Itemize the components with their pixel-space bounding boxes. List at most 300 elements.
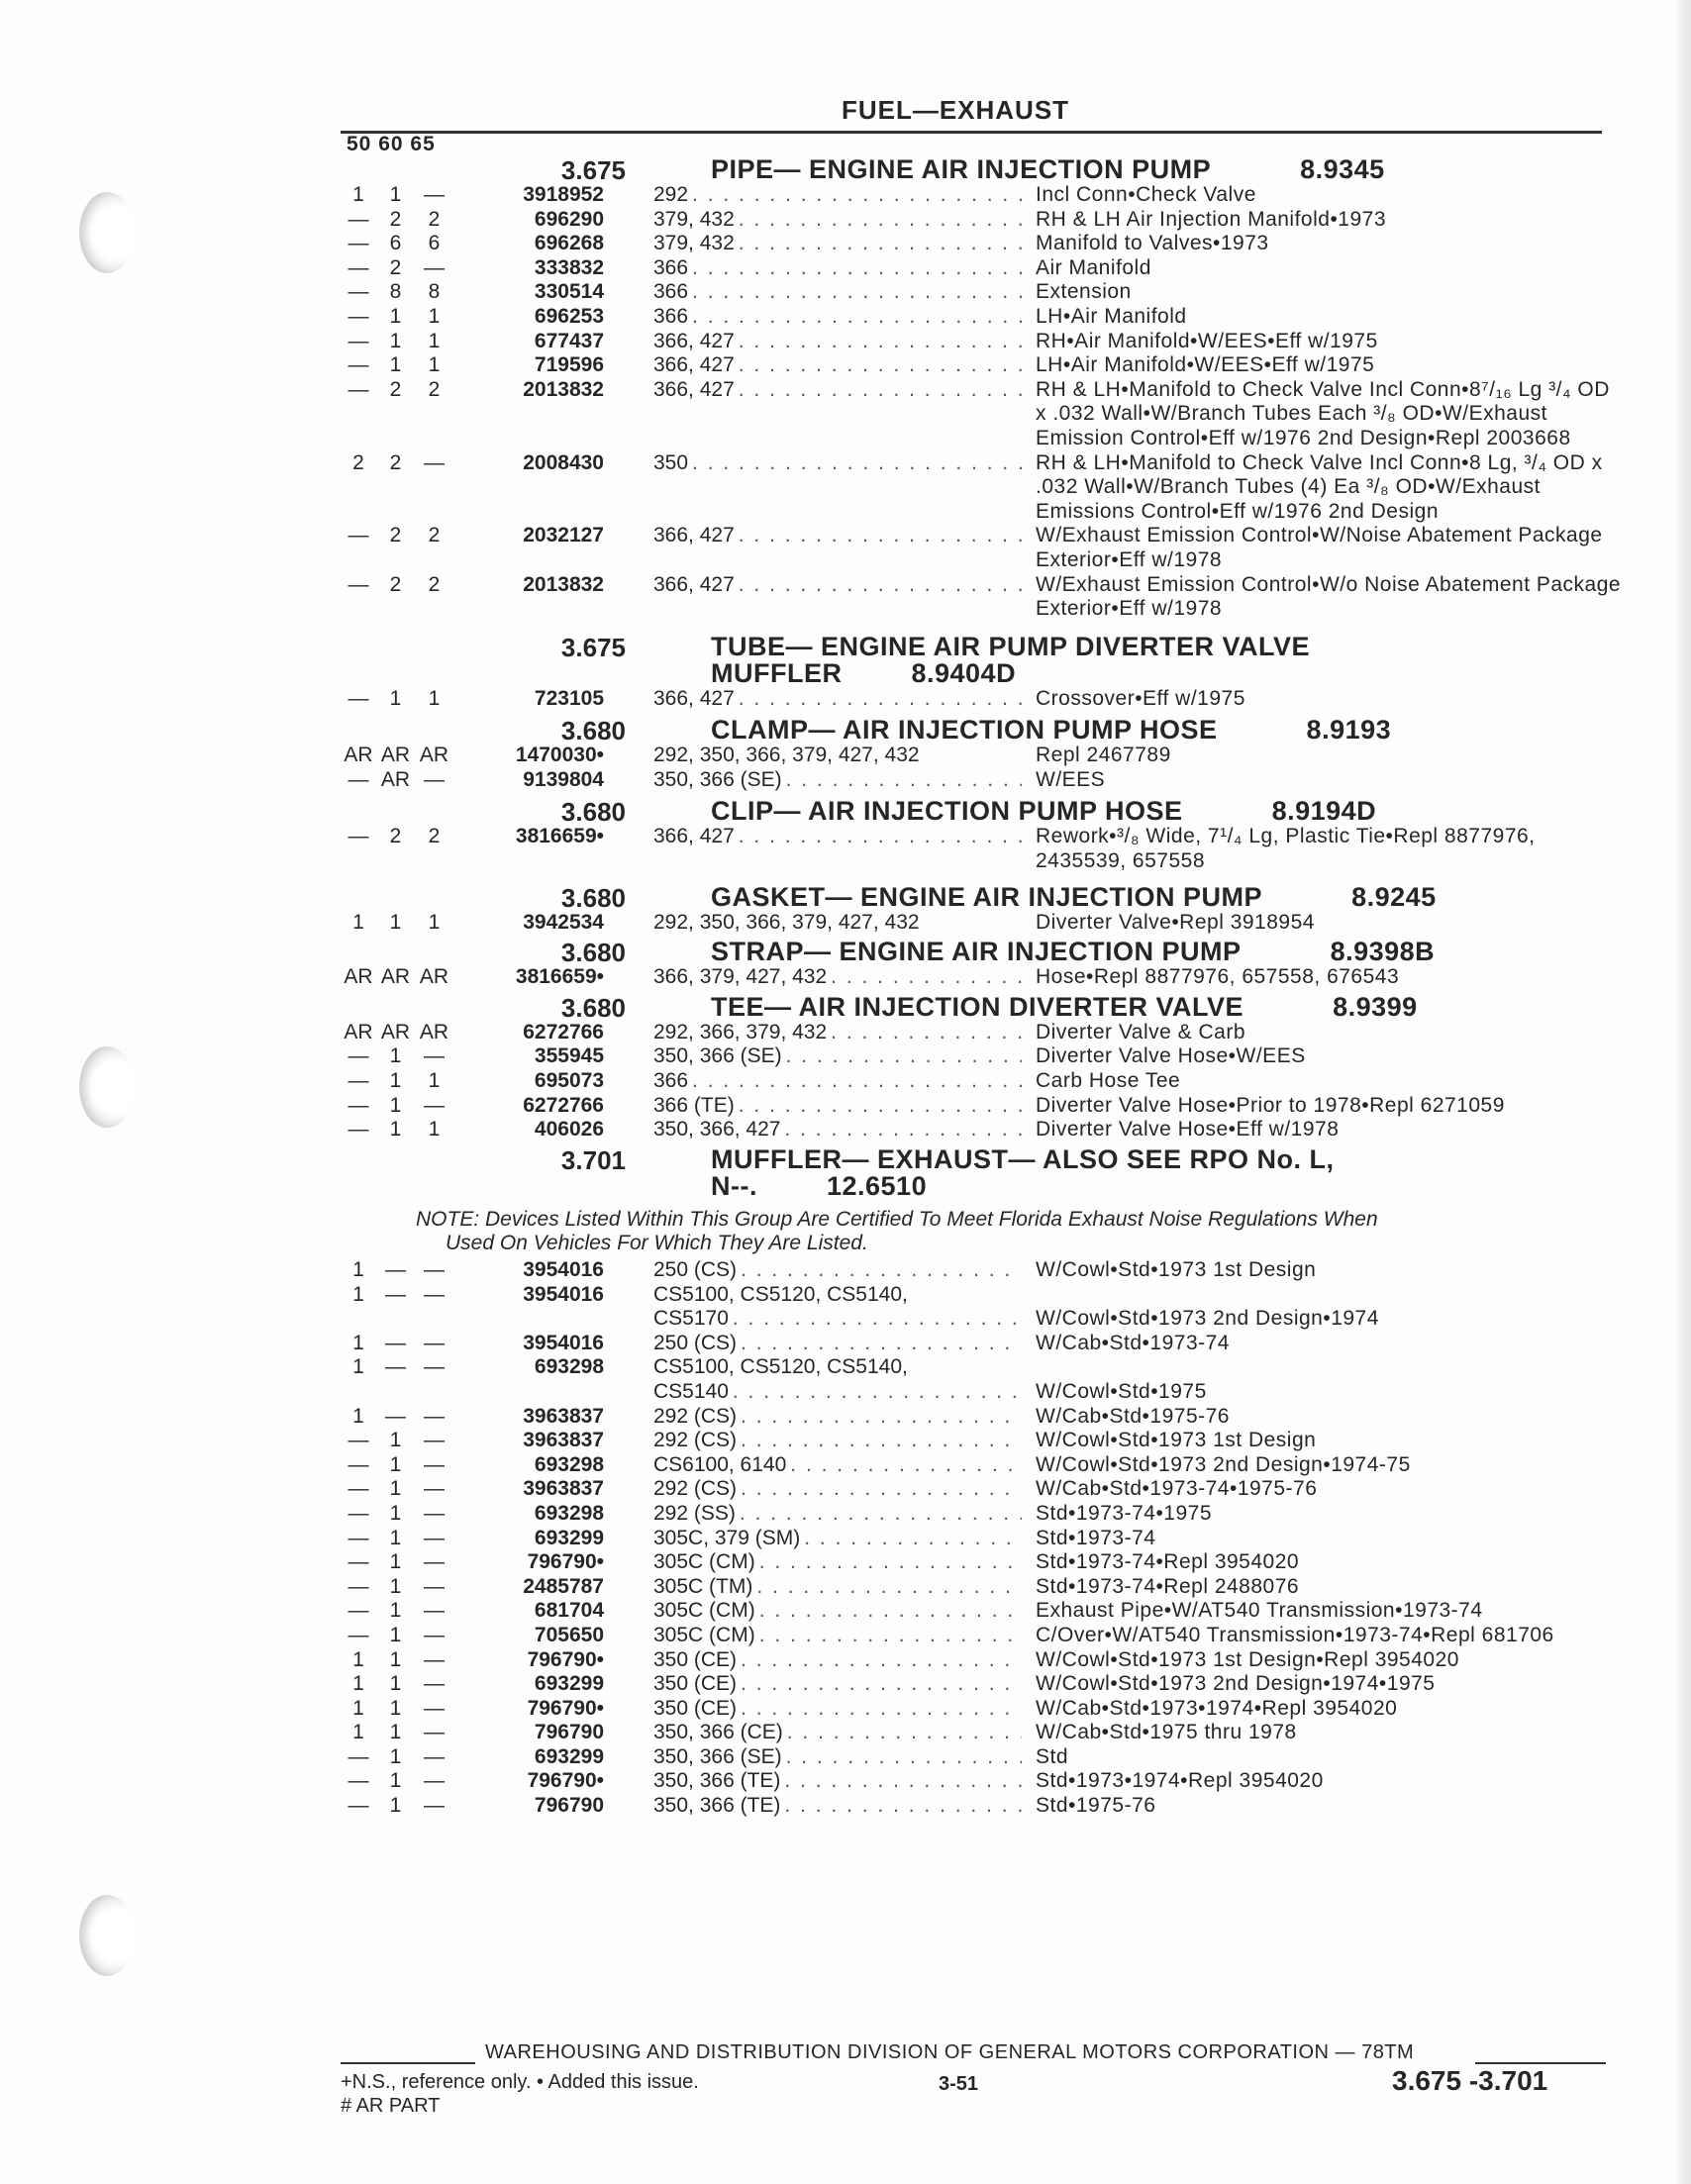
qty-cell: — bbox=[348, 1599, 369, 1623]
footer-rule bbox=[341, 2062, 475, 2064]
part-number: 3954016 bbox=[523, 1282, 604, 1306]
note-line: Used On Vehicles For Which They Are Listed. bbox=[446, 1232, 868, 1255]
qty-cell: 2 bbox=[389, 255, 402, 279]
part-description: Diverter Valve•Repl 3918954 bbox=[1036, 910, 1315, 934]
qty-cell: — bbox=[348, 1477, 369, 1501]
qty-cell: 1 bbox=[389, 1647, 402, 1671]
leader-dots bbox=[741, 1429, 1022, 1453]
group-title-text: PIPE— ENGINE AIR INJECTION PUMP bbox=[711, 154, 1212, 184]
group-code: 8.9345 bbox=[1300, 154, 1385, 184]
engine-models bbox=[653, 1502, 1022, 1527]
group-number: 3.680 bbox=[560, 716, 626, 746]
engine-models-text: 292 bbox=[653, 183, 689, 206]
qty-cell: 1 bbox=[389, 1452, 402, 1476]
group-number: 3.680 bbox=[560, 797, 626, 828]
qty-cell: — bbox=[348, 1093, 369, 1117]
qty-cell: — bbox=[348, 1501, 369, 1525]
qty-cell: 1 bbox=[428, 910, 441, 934]
qty-cell: 1 bbox=[389, 183, 402, 206]
part-number: 3963837 bbox=[523, 1429, 604, 1452]
engine-models-text: 366, 427 bbox=[653, 572, 735, 596]
part-number: 406026 bbox=[534, 1118, 604, 1142]
model-applicability bbox=[341, 1355, 469, 1380]
part-row bbox=[341, 573, 1628, 622]
part-row bbox=[341, 1453, 1628, 1478]
part-number: 693299 bbox=[534, 1526, 604, 1549]
model-applicability bbox=[341, 305, 469, 330]
qty-cell: 2 bbox=[389, 572, 402, 596]
part-number: 796790• bbox=[527, 1550, 604, 1574]
model-applicability bbox=[341, 965, 469, 990]
engine-models bbox=[653, 965, 1022, 990]
part-row bbox=[341, 768, 1628, 793]
qty-cell: 1 bbox=[352, 183, 364, 206]
engine-models-text: 250 (CS) bbox=[653, 1331, 738, 1354]
engine-models bbox=[653, 1405, 1022, 1430]
model-applicability bbox=[341, 1575, 469, 1600]
qty-cell: — bbox=[424, 1550, 445, 1574]
model-applicability bbox=[341, 1094, 469, 1119]
group-code: 8.9245 bbox=[1351, 881, 1437, 912]
group-title-text: GASKET— ENGINE AIR INJECTION PUMP bbox=[711, 881, 1263, 912]
part-description: Std•1973•1974•Repl 3954020 bbox=[1036, 1769, 1324, 1793]
group-title bbox=[711, 881, 1437, 912]
leader-dots bbox=[739, 208, 1022, 233]
model-applicability bbox=[341, 280, 469, 305]
part-number: 695073 bbox=[534, 1069, 604, 1093]
model-applicability bbox=[341, 1721, 469, 1745]
engine-models-text: 366 bbox=[653, 1069, 689, 1093]
part-description: Repl 2467789 bbox=[1036, 744, 1171, 767]
group-code: 12.6510 bbox=[826, 1170, 928, 1201]
model-applicability bbox=[341, 1258, 469, 1283]
part-number: 796790 bbox=[534, 1794, 604, 1818]
qty-cell: — bbox=[424, 1574, 445, 1598]
engine-models bbox=[653, 1258, 1022, 1283]
part-row bbox=[341, 280, 1628, 305]
part-description: RH & LH Air Injection Manifold•1973 bbox=[1036, 207, 1387, 231]
leader-dots bbox=[692, 451, 1022, 476]
engine-models bbox=[653, 1332, 1022, 1356]
model-applicability bbox=[341, 232, 469, 256]
qty-cell: — bbox=[424, 450, 445, 474]
qty-cell: — bbox=[424, 1769, 445, 1793]
part-description: Diverter Valve Hose•W/EES bbox=[1036, 1044, 1306, 1068]
part-number: 2013832 bbox=[523, 377, 604, 401]
qty-cell: — bbox=[348, 1452, 369, 1476]
qty-cell: AR bbox=[419, 744, 449, 767]
leader-dots bbox=[739, 232, 1022, 256]
qty-cell: 1 bbox=[389, 1574, 402, 1598]
qty-cell: 1 bbox=[389, 1696, 402, 1720]
qty-cell: — bbox=[385, 1355, 406, 1379]
qty-cell: — bbox=[385, 1258, 406, 1281]
engine-models bbox=[653, 1599, 1022, 1624]
qty-cell: 1 bbox=[352, 1282, 364, 1306]
part-number: 2032127 bbox=[523, 524, 604, 547]
model-applicability bbox=[341, 1697, 469, 1722]
part-description: W/Cowl•Std•1973 1st Design bbox=[1036, 1429, 1317, 1452]
leader-dots bbox=[739, 1094, 1022, 1119]
group-title-text: TUBE— ENGINE AIR PUMP DIVERTER VALVE bbox=[711, 631, 1311, 661]
leader-dots bbox=[741, 1648, 1022, 1673]
leader-dots bbox=[759, 1599, 1022, 1624]
qty-cell: — bbox=[348, 1574, 369, 1598]
model-applicability bbox=[341, 1769, 469, 1794]
part-description: Crossover•Eff w/1975 bbox=[1036, 686, 1245, 710]
model-applicability bbox=[341, 1745, 469, 1770]
engine-models-text: 305C (TM) bbox=[653, 1574, 753, 1598]
group-header bbox=[341, 1143, 1628, 1201]
model-applicability bbox=[341, 1648, 469, 1673]
part-description: RH & LH•Manifold to Check Valve Incl Conn•8⁷/₁₆ Lg ³/₄ OD x .032 Wall•W/Branch Tubes Each ³/₈ OD•W/Exhaust Emission Control•Eff w/1976 2nd Design•Repl 2003668 bbox=[1036, 377, 1610, 449]
qty-cell: AR bbox=[344, 744, 373, 767]
leader-dots bbox=[739, 524, 1022, 548]
model-applicability bbox=[341, 911, 469, 936]
qty-cell: 1 bbox=[389, 1477, 402, 1501]
part-description: Hose•Repl 8877976, 657558, 676543 bbox=[1036, 965, 1400, 989]
part-row bbox=[341, 687, 1628, 712]
part-description: LH•Air Manifold•W/EES•Eff w/1975 bbox=[1036, 353, 1375, 377]
qty-cell: 1 bbox=[389, 1093, 402, 1117]
qty-cell: — bbox=[424, 1404, 445, 1428]
group-title bbox=[711, 631, 1311, 688]
model-applicability bbox=[341, 1527, 469, 1551]
part-number: 3816659• bbox=[515, 825, 604, 848]
part-description bbox=[1036, 1283, 1626, 1332]
part-description: Diverter Valve & Carb bbox=[1036, 1020, 1246, 1043]
leader-dots bbox=[786, 1745, 1022, 1770]
part-description: Rework•³/₈ Wide, 7¹/₄ Lg, Plastic Tie•Repl 8877976, 2435539, 657558 bbox=[1036, 825, 1536, 873]
engine-models-text: 292 (SS) bbox=[653, 1501, 736, 1525]
group-header bbox=[341, 631, 1628, 688]
qty-cell: — bbox=[424, 1599, 445, 1623]
part-number: 693299 bbox=[534, 1744, 604, 1768]
qty-cell: 8 bbox=[389, 280, 402, 304]
part-row bbox=[341, 1624, 1628, 1648]
qty-cell: — bbox=[348, 1526, 369, 1549]
qty-cell: — bbox=[348, 686, 369, 710]
engine-models-text: 305C (CM) bbox=[653, 1623, 755, 1646]
engine-models bbox=[653, 573, 1022, 598]
qty-cell: 1 bbox=[428, 353, 441, 377]
group-code: 8.9194D bbox=[1271, 796, 1377, 827]
qty-cell: AR bbox=[380, 767, 411, 791]
group-code: 8.9398B bbox=[1330, 937, 1436, 967]
footer-legend-ar: # AR PART bbox=[341, 2095, 441, 2117]
model-applicability bbox=[341, 744, 469, 768]
qty-cell: 1 bbox=[352, 1721, 364, 1744]
engine-models-text: 350, 366 (TE) bbox=[653, 1769, 781, 1793]
qty-cell: 1 bbox=[389, 1769, 402, 1793]
qty-cell: AR bbox=[419, 965, 449, 989]
engine-models-text: 350, 366 (SE) bbox=[653, 1044, 782, 1068]
part-row bbox=[341, 744, 1628, 768]
part-number: 723105 bbox=[534, 686, 604, 710]
part-number: 696268 bbox=[534, 232, 604, 255]
group-header bbox=[341, 937, 1628, 968]
group-code: 8.9399 bbox=[1333, 991, 1418, 1022]
part-description: W/Cowl•Std•1973 2nd Design•1974•1975 bbox=[1036, 1672, 1436, 1696]
leader-dots bbox=[790, 1453, 1022, 1478]
qty-cell: — bbox=[424, 1282, 445, 1306]
part-number: 2013832 bbox=[523, 572, 604, 596]
engine-models-text: 366, 379, 427, 432 bbox=[653, 965, 828, 989]
model-applicability bbox=[341, 524, 469, 548]
qty-cell: — bbox=[348, 329, 369, 352]
part-row bbox=[341, 1429, 1628, 1453]
engine-models-text: 292, 350, 366, 379, 427, 432 bbox=[653, 910, 920, 934]
qty-cell: — bbox=[424, 1258, 445, 1281]
qty-cell: 1 bbox=[389, 1599, 402, 1623]
qty-cell: 1 bbox=[389, 1550, 402, 1574]
leader-dots bbox=[741, 1672, 1022, 1697]
qty-cell: 1 bbox=[352, 1331, 364, 1354]
part-number: 3918952 bbox=[523, 183, 604, 206]
column-header: 50 60 65 bbox=[347, 133, 436, 155]
page-title: FUEL—EXHAUST bbox=[841, 95, 1070, 125]
qty-cell: 2 bbox=[428, 572, 441, 596]
leader-dots bbox=[804, 1527, 1022, 1551]
qty-cell: AR bbox=[380, 1020, 411, 1043]
leader-dots bbox=[692, 183, 1022, 208]
qty-cell: AR bbox=[419, 1020, 449, 1043]
part-number: 719596 bbox=[534, 353, 604, 377]
model-applicability bbox=[341, 1405, 469, 1430]
engine-models-text: 305C (CM) bbox=[653, 1550, 755, 1574]
group-title-text: MUFFLER— EXHAUST— ALSO SEE RPO No. L, bbox=[711, 1143, 1335, 1174]
engine-models-text: 366, 427 bbox=[653, 524, 735, 547]
group-title bbox=[711, 156, 1385, 183]
qty-cell: 1 bbox=[389, 910, 402, 934]
qty-cell: 1 bbox=[389, 1721, 402, 1744]
leader-dots bbox=[786, 1044, 1022, 1069]
part-row bbox=[341, 232, 1628, 256]
part-number: 3954016 bbox=[523, 1258, 604, 1281]
engine-models-text: 366, 427 bbox=[653, 686, 735, 710]
engine-models bbox=[653, 1021, 1022, 1045]
part-description: RH•Air Manifold•W/EES•Eff w/1975 bbox=[1036, 329, 1378, 352]
qty-cell: 2 bbox=[389, 825, 402, 848]
model-applicability bbox=[341, 1599, 469, 1624]
qty-cell: 8 bbox=[428, 280, 441, 304]
engine-models-text: 250 (CS) bbox=[653, 1258, 738, 1281]
leader-dots bbox=[733, 1380, 1022, 1405]
part-row bbox=[341, 1550, 1628, 1575]
group-number: 3.675 bbox=[560, 155, 626, 185]
description-text: W/Cowl•Std•1975 bbox=[1036, 1379, 1207, 1403]
qty-cell: AR bbox=[344, 965, 373, 989]
group-number: 3.680 bbox=[560, 882, 626, 913]
part-row bbox=[341, 330, 1628, 354]
footer-legend: +N.S., reference only. • Added this issue. bbox=[341, 2071, 699, 2093]
group-title bbox=[711, 991, 1418, 1022]
part-number: 696290 bbox=[534, 207, 604, 231]
qty-cell: — bbox=[385, 1331, 406, 1354]
part-row bbox=[341, 1021, 1628, 1045]
group-code: 8.9404D bbox=[911, 657, 1017, 688]
leader-dots bbox=[692, 280, 1022, 305]
binder-hole bbox=[79, 1046, 135, 1128]
qty-cell: AR bbox=[380, 744, 411, 767]
part-row bbox=[341, 451, 1628, 525]
qty-cell: — bbox=[424, 1501, 445, 1525]
part-description: RH & LH•Manifold to Check Valve Incl Conn•8 Lg, ³/₄ OD x .032 Wall•W/Branch Tubes (4) Ea ³/₈ OD•W/Exhaust Emissions Control•Eff w/1976 2nd Design bbox=[1036, 450, 1603, 523]
part-row bbox=[341, 1794, 1628, 1819]
model-applicability bbox=[341, 1550, 469, 1575]
qty-cell: 1 bbox=[389, 1672, 402, 1696]
group-header bbox=[341, 881, 1628, 913]
engine-models bbox=[653, 1745, 1022, 1770]
group-title-text: CLAMP— AIR INJECTION PUMP HOSE bbox=[711, 715, 1218, 745]
engine-models-text: 292, 366, 379, 432 bbox=[653, 1020, 828, 1043]
engine-models-text: 379, 432 bbox=[653, 232, 735, 255]
leader-dots bbox=[831, 965, 1022, 990]
engine-models bbox=[653, 232, 1022, 256]
engine-models bbox=[653, 1429, 1022, 1453]
engine-models-text: 350 bbox=[653, 450, 689, 474]
part-description: Diverter Valve Hose•Prior to 1978•Repl 6271059 bbox=[1036, 1093, 1505, 1117]
group-title-cont: MUFFLER bbox=[711, 657, 843, 688]
part-row bbox=[341, 1405, 1628, 1430]
part-description: W/Exhaust Emission Control•W/Noise Abatement Package Exterior•Eff w/1978 bbox=[1036, 524, 1603, 571]
page-edge bbox=[1677, 0, 1691, 2184]
part-description: W/Cowl•Std•1973 1st Design•Repl 3954020 bbox=[1036, 1647, 1459, 1671]
model-applicability bbox=[341, 825, 469, 849]
part-row bbox=[341, 1118, 1628, 1142]
qty-cell: — bbox=[348, 280, 369, 304]
leader-dots bbox=[692, 1069, 1022, 1094]
part-number: 3816659• bbox=[515, 965, 604, 989]
leader-dots bbox=[784, 1769, 1022, 1794]
model-applicability bbox=[341, 256, 469, 281]
leader-dots bbox=[786, 768, 1022, 793]
leader-dots bbox=[759, 1624, 1022, 1648]
group-title bbox=[711, 798, 1376, 825]
qty-cell: — bbox=[348, 304, 369, 328]
part-row bbox=[341, 1094, 1628, 1119]
engine-models-text: 292, 350, 366, 379, 427, 432 bbox=[653, 744, 920, 767]
qty-cell: — bbox=[424, 183, 445, 206]
part-row bbox=[341, 524, 1628, 572]
model-applicability bbox=[341, 1118, 469, 1142]
part-number: 796790• bbox=[527, 1769, 604, 1793]
model-applicability bbox=[341, 1624, 469, 1648]
group-title bbox=[711, 939, 1435, 965]
qty-cell: 1 bbox=[352, 1258, 364, 1281]
part-number: 9139804 bbox=[523, 767, 604, 791]
leader-dots bbox=[784, 1118, 1022, 1142]
qty-cell: — bbox=[348, 825, 369, 848]
part-description: Air Manifold bbox=[1036, 255, 1151, 279]
model-applicability bbox=[341, 330, 469, 354]
part-description: W/Cab•Std•1975 thru 1978 bbox=[1036, 1721, 1297, 1744]
part-description: Exhaust Pipe•W/AT540 Transmission•1973-74 bbox=[1036, 1599, 1483, 1623]
qty-cell: — bbox=[424, 1452, 445, 1476]
part-description: Manifold to Valves•1973 bbox=[1036, 232, 1269, 255]
qty-cell: — bbox=[424, 1672, 445, 1696]
qty-cell: — bbox=[348, 377, 369, 401]
part-number: 355945 bbox=[534, 1044, 604, 1068]
engine-models-cont: CS5140 bbox=[653, 1379, 729, 1403]
leader-dots bbox=[741, 1405, 1022, 1430]
engine-models bbox=[653, 768, 1022, 793]
part-description: Carb Hose Tee bbox=[1036, 1069, 1181, 1093]
qty-cell: 1 bbox=[428, 1118, 441, 1142]
part-row bbox=[341, 965, 1628, 990]
qty-cell: — bbox=[424, 1331, 445, 1354]
engine-models bbox=[653, 1069, 1022, 1094]
part-row bbox=[341, 256, 1628, 281]
qty-cell: 1 bbox=[352, 1672, 364, 1696]
engine-models-text: 366, 427 bbox=[653, 377, 735, 401]
part-row bbox=[341, 1745, 1628, 1770]
qty-cell: — bbox=[348, 1429, 369, 1452]
qty-cell: 1 bbox=[389, 1744, 402, 1768]
qty-cell: 1 bbox=[389, 1501, 402, 1525]
qty-cell: — bbox=[348, 1069, 369, 1093]
engine-models-cont: CS5170 bbox=[653, 1307, 729, 1331]
group-code: 8.9193 bbox=[1306, 715, 1392, 745]
engine-models bbox=[653, 744, 1022, 768]
leader-dots bbox=[733, 1307, 1022, 1332]
footer-rule bbox=[1475, 2062, 1606, 2064]
engine-models-text: 366, 427 bbox=[653, 353, 735, 377]
part-number: 1470030• bbox=[515, 744, 604, 767]
engine-models bbox=[653, 1769, 1022, 1794]
engine-models-text: 305C, 379 (SM) bbox=[653, 1526, 801, 1549]
qty-cell: 1 bbox=[352, 1647, 364, 1671]
engine-models bbox=[653, 524, 1022, 548]
engine-models-text: 366, 427 bbox=[653, 825, 735, 848]
qty-cell: 1 bbox=[352, 910, 364, 934]
model-applicability bbox=[341, 573, 469, 598]
qty-cell: 1 bbox=[428, 1069, 441, 1093]
part-description: Std•1975-76 bbox=[1036, 1794, 1156, 1818]
engine-models-text: 350 (CE) bbox=[653, 1647, 738, 1671]
part-row bbox=[341, 1599, 1628, 1624]
qty-cell: — bbox=[348, 1623, 369, 1646]
group-title bbox=[711, 717, 1391, 744]
part-row bbox=[341, 378, 1628, 451]
page-number: 3-51 bbox=[939, 2073, 979, 2095]
part-number: 693298 bbox=[534, 1452, 604, 1476]
part-row bbox=[341, 1477, 1628, 1502]
part-number: 705650 bbox=[534, 1623, 604, 1646]
group-title-text: CLIP— AIR INJECTION PUMP HOSE bbox=[711, 796, 1183, 827]
part-number: 693298 bbox=[534, 1355, 604, 1379]
engine-models bbox=[653, 451, 1022, 476]
qty-cell: 1 bbox=[428, 329, 441, 352]
part-description: W/Cab•Std•1973-74•1975-76 bbox=[1036, 1477, 1318, 1501]
engine-models bbox=[653, 1094, 1022, 1119]
engine-models-text: 350, 366 (SE) bbox=[653, 1744, 782, 1768]
engine-models bbox=[653, 330, 1022, 354]
qty-cell: 1 bbox=[352, 1404, 364, 1428]
group-number: 3.680 bbox=[560, 992, 626, 1023]
group-title bbox=[711, 1143, 1335, 1201]
engine-models-text: 366 bbox=[653, 255, 689, 279]
engine-models bbox=[653, 183, 1022, 208]
qty-cell: — bbox=[424, 1623, 445, 1646]
qty-cell: 1 bbox=[428, 304, 441, 328]
engine-models-text: 305C (CM) bbox=[653, 1599, 755, 1623]
group-header bbox=[341, 717, 1628, 744]
qty-cell: — bbox=[424, 1794, 445, 1818]
part-row bbox=[341, 1575, 1628, 1600]
part-description: W/EES bbox=[1036, 767, 1106, 791]
engine-models-text: 292 (CS) bbox=[653, 1429, 738, 1452]
